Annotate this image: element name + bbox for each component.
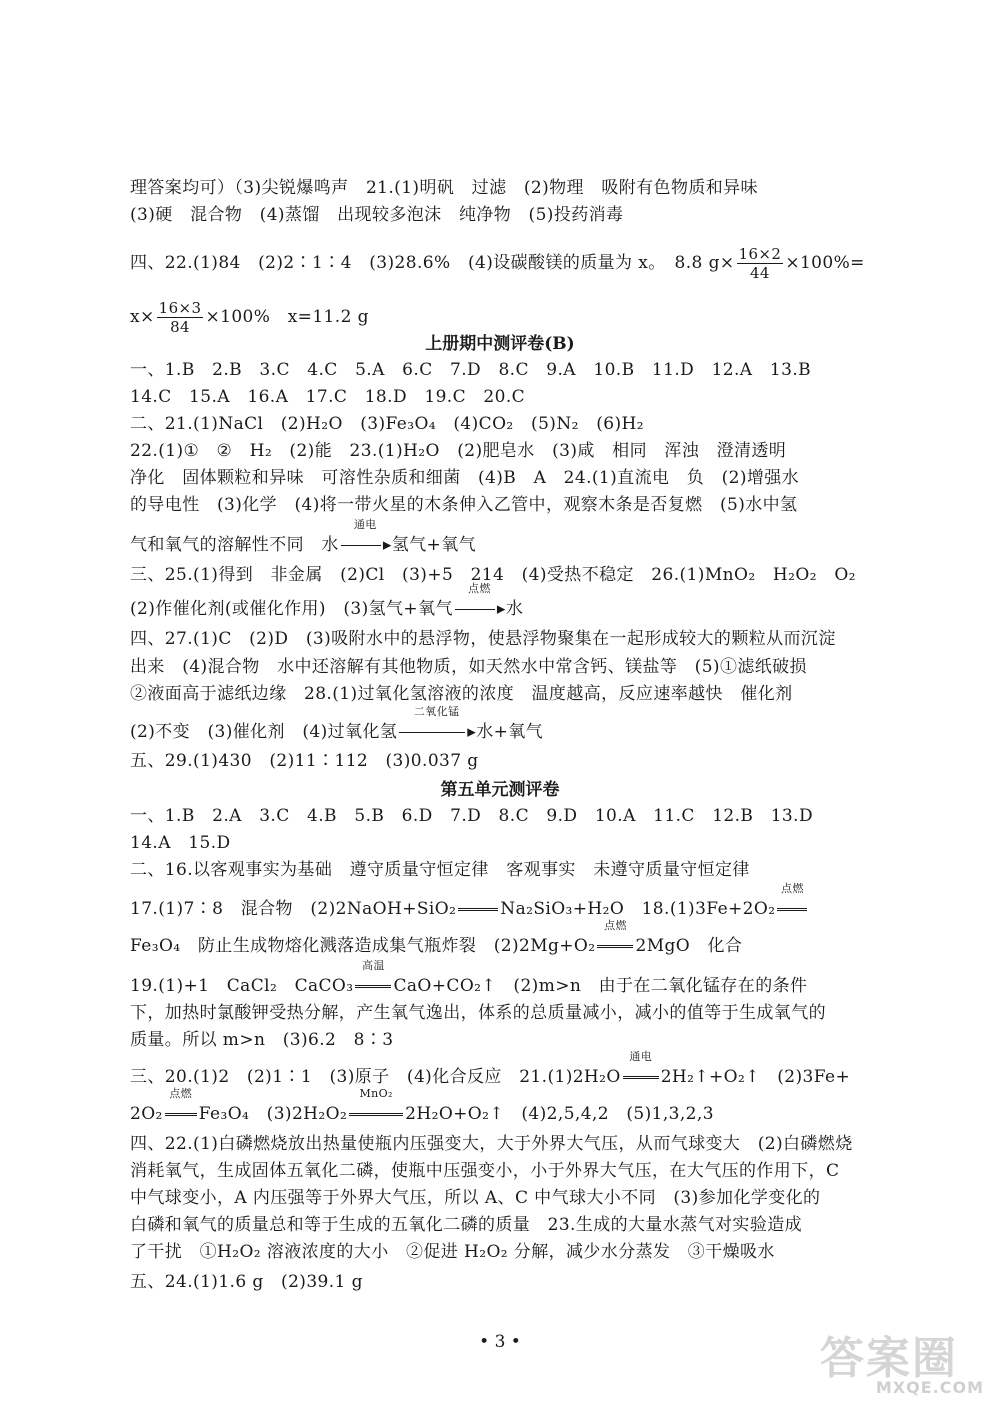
answer-text: 2H₂↑+O₂↑ (2)3Fe+ (660, 1067, 851, 1087)
answer-line: (3)硬 混合物 (4)蒸馏 出现较多泡沫 纯净物 (5)投药消毒 (130, 205, 624, 225)
reaction-condition: MnO₂ (359, 1087, 393, 1100)
answer-text: (2)不变 (3)催化剂 (4)过氧化氢 (130, 722, 398, 742)
reaction-arrow: 点燃 ▸ (453, 598, 506, 620)
answer-line: 五、29.(1)430 (2)11∶112 (3)0.037 g (130, 751, 479, 771)
answer-line (130, 245, 865, 282)
answer-text: Fe₃O₄ 防止生成物熔化溅落造成集气瓶炸裂 (2)2Mg+O₂ (130, 936, 596, 956)
reaction-arrow: 二氧化锰 ▸ (397, 721, 476, 743)
reaction-arrow: 通电 ▸ (339, 534, 392, 556)
answer-line: 出来 (4)混合物 水中还溶解有其他物质，如天然水中常含钙、镁盐等 (5)①滤纸破损 (130, 657, 807, 677)
fraction (737, 245, 784, 282)
page-number: • 3 • (479, 1332, 521, 1352)
reaction-equals (163, 1087, 199, 1125)
double-line (777, 908, 807, 911)
watermark-url: MXQE.COM (875, 1378, 984, 1397)
reaction-condition: 通电 (353, 518, 377, 531)
fraction-denominator: 84 (170, 318, 190, 336)
answer-line: 四、22.(1)白磷燃烧放出热量使瓶内压强变大，大于外界大气压，从而气球变大 (2)白磷燃烧 (130, 1134, 853, 1154)
answer-line: 理答案均可）（3)尖锐爆鸣声 21.(1)明矾 过滤 (2)物理 吸附有色物质和异味 (130, 178, 758, 198)
reaction-equals (595, 919, 635, 957)
answer-line (130, 919, 743, 957)
answer-text: 气和氧气的溶解性不同 水 (130, 535, 339, 555)
answer-text: CaO+CO₂↑ (2)m>n 由于在二氧化锰存在的条件 (393, 976, 808, 996)
fraction (157, 299, 204, 336)
fraction-numerator: 16×3 (158, 299, 202, 317)
section-title: 上册期中测评卷(B) (425, 334, 575, 354)
double-line (458, 908, 498, 911)
answer-line: 一、1.B 2.B 3.C 4.C 5.A 6.C 7.D 8.C 9.A 10.B 11.D 12.A 13.B (130, 360, 812, 380)
answer-text: ×100% x=11.2 g (205, 307, 369, 327)
reaction-equals (347, 1087, 405, 1125)
double-line (165, 1113, 197, 1116)
answer-line (130, 959, 808, 997)
answer-line (130, 299, 369, 336)
answer-text: x× (130, 307, 155, 327)
answer-line: 了干扰 ①H₂O₂ 溶液浓度的大小 ②促进 H₂O₂ 分解，减少水分蒸发 ③干燥吸水 (130, 1242, 775, 1262)
double-line (623, 1076, 659, 1079)
equals-sign (456, 898, 500, 920)
double-line (355, 985, 391, 988)
reaction-equals (775, 882, 809, 920)
answer-line: 五、24.(1)1.6 g (2)39.1 g (130, 1272, 363, 1292)
answer-line: 消耗氧气，生成固体五氧化二磷，使瓶中压强变小，小于外界大气压，在大气压的作用下，C (130, 1161, 840, 1181)
answer-line (130, 705, 544, 743)
answer-text: 17.(1)7∶8 混合物 (2)2NaOH+SiO₂ (130, 899, 457, 919)
answer-line: 的导电性 (3)化学 (4)将一带火星的木条伸入乙管中，观察木条是否复燃 (5)水中氢 (130, 495, 798, 515)
answer-line: 四、27.(1)C (2)D (3)吸附水中的悬浮物，使悬浮物聚集在一起形成较大的颗粒从而沉淀 (130, 629, 836, 649)
answer-text: 2O₂ (130, 1104, 163, 1124)
double-line (349, 1113, 403, 1116)
reaction-condition: 二氧化锰 (413, 705, 460, 718)
answer-line (130, 1087, 714, 1125)
watermark-logo (820, 1322, 990, 1402)
arrow-line (341, 545, 381, 546)
answer-line: 22.(1)① ② H₂ (2)能 23.(1)H₂O (2)肥皂水 (3)咸 相同 浑浊 澄清透明 (130, 441, 787, 461)
answer-line: 净化 固体颗粒和异味 可溶性杂质和细菌 (4)B A 24.(1)直流电 负 (2)增强水 (130, 468, 800, 488)
arrow-line (399, 732, 465, 733)
answer-line (130, 1050, 851, 1088)
reaction-condition: 点燃 (169, 1087, 193, 1100)
reaction-condition: 点燃 (604, 919, 627, 932)
answer-line (130, 882, 809, 920)
answer-text: (2)作催化剂(或催化作用) (3)氢气+氧气 (130, 599, 453, 619)
arrow-line (455, 609, 495, 610)
answer-line (130, 518, 476, 556)
answer-line (130, 582, 524, 620)
answer-text: 19.(1)+1 CaCl₂ CaCO₃ (130, 976, 354, 996)
watermark-brand: 答案圈 (820, 1333, 958, 1384)
answer-text: 水+氧气 (476, 722, 544, 742)
answer-text: Fe₃O₄ (3)2H₂O₂ (198, 1104, 348, 1124)
answer-text: ×100%= (785, 253, 865, 273)
reaction-equals (353, 959, 393, 997)
section-title: 第五单元测评卷 (440, 780, 560, 800)
answer-line: 质量。所以 m>n (3)6.2 8∶3 (130, 1030, 394, 1050)
answer-line: 14.C 15.A 16.A 17.C 18.D 19.C 20.C (130, 387, 526, 407)
answer-line: 下，加热时氯酸钾受热分解，产生氧气逸出，体系的总质量减小，减小的值等于生成氧气的 (130, 1003, 826, 1023)
answer-line: 二、21.(1)NaCl (2)H₂O (3)Fe₃O₄ (4)CO₂ (5)N₂ (6)H₂ (130, 414, 644, 434)
answer-line: 一、1.B 2.A 3.C 4.B 5.B 6.D 7.D 8.C 9.D 10.A 11.C 12.B 13.D (130, 806, 813, 826)
answer-text: 2MgO 化合 (635, 936, 743, 956)
reaction-condition: 点燃 (781, 882, 804, 895)
answer-text: 四、22.(1)84 (2)2∶1∶4 (3)28.6% (4)设碳酸镁的质量为 x。 8.8 g× (130, 253, 735, 273)
reaction-equals (621, 1050, 661, 1088)
answer-line: 中气球变小，A 内压强等于外界大气压，所以 A、C 中气球大小不同 (3)参加化学变化的 (130, 1188, 821, 1208)
answer-line: 三、25.(1)得到 非金属 (2)Cl (3)+5 214 (4)受热不稳定 26.(1)MnO₂ H₂O₂ O₂ (130, 565, 856, 585)
reaction-condition: 点燃 (467, 582, 491, 595)
reaction-condition: 高温 (362, 959, 385, 972)
answer-line: 二、16.以客观事实为基础 遵守质量守恒定律 客观事实 未遵守质量守恒定律 (130, 860, 750, 880)
answer-line: 14.A 15.D (130, 833, 231, 853)
answer-text: 三、20.(1)2 (2)1∶1 (3)原子 (4)化合反应 21.(1)2H₂O (130, 1067, 621, 1087)
fraction-denominator: 44 (749, 264, 770, 282)
answer-line: 白磷和氧气的质量总和等于生成的五氧化二磷的质量 23.生成的大量水蒸气对实验造成 (130, 1215, 803, 1235)
answer-text: 2H₂O+O₂↑ (4)2,5,4,2 (5)1,3,2,3 (405, 1104, 714, 1124)
fraction-numerator: 16×2 (738, 245, 782, 263)
answer-text: Na₂SiO₃+H₂O 18.(1)3Fe+2O₂ (500, 899, 776, 919)
answer-line: ②液面高于滤纸边缘 28.(1)过氧化氢溶液的浓度 温度越高，反应速率越快 催化剂 (130, 684, 793, 704)
reaction-condition: 通电 (629, 1050, 653, 1063)
answer-text: 水 (505, 599, 524, 619)
answer-text: 氢气+氧气 (391, 535, 476, 555)
double-line (597, 945, 633, 948)
